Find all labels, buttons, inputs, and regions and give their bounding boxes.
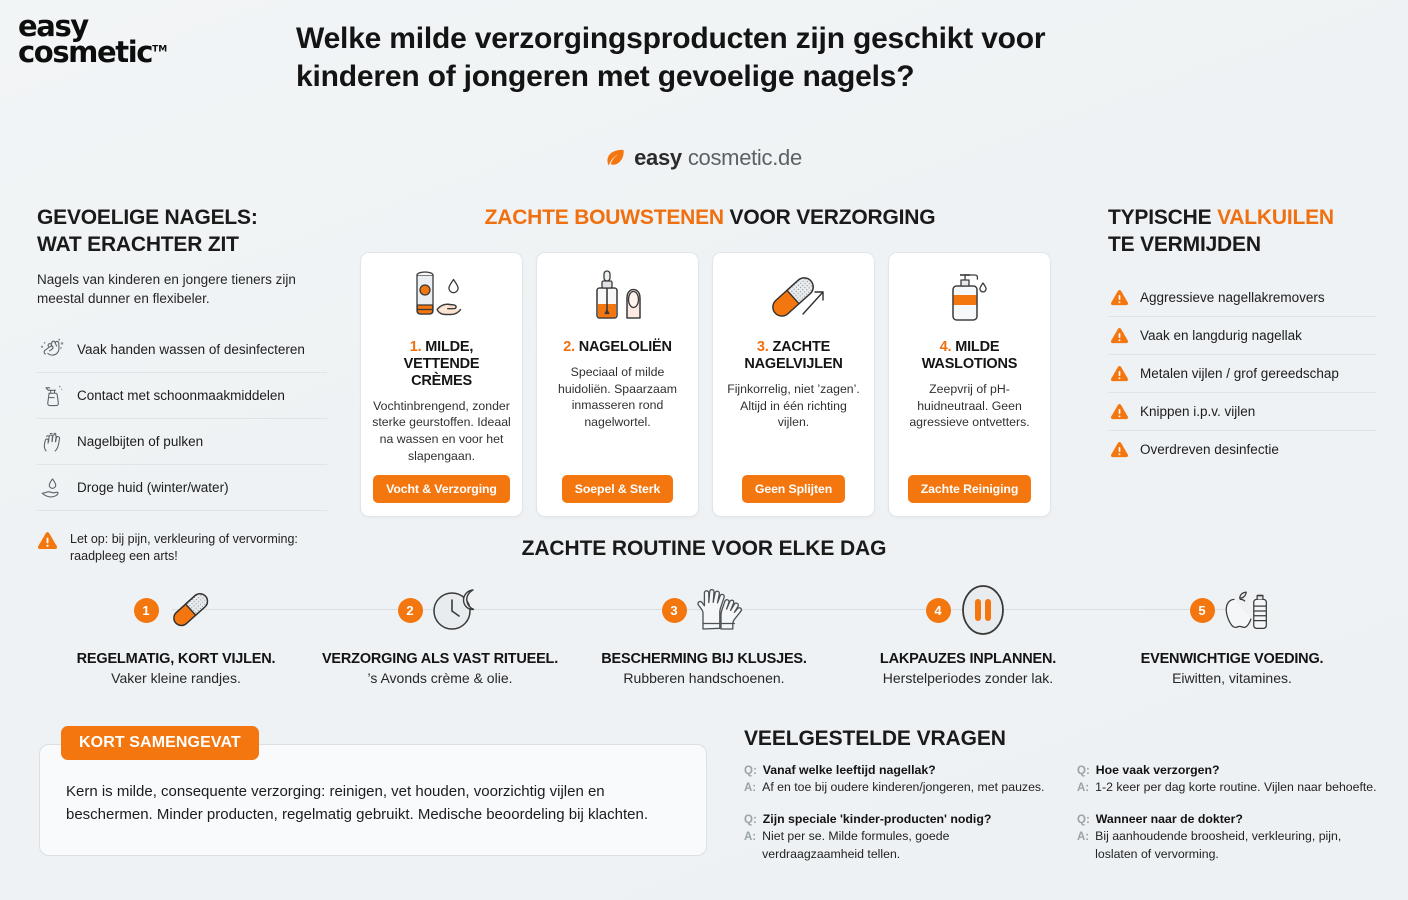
- nail-file-icon: [163, 582, 219, 638]
- faq-columns: [744, 762, 1384, 877]
- faq-heading: VEELGESTELDE VRAGEN: [744, 727, 1006, 750]
- summary-box: [39, 744, 707, 856]
- step-subtitle: Herstelperiodes zonder lak.: [882, 670, 1054, 686]
- left-lead-text: Nagels van kinderen en jongere tieners zijn meestal dunner en flexibeler.: [37, 271, 296, 307]
- card-number: 4.: [939, 339, 952, 355]
- routine-caption-3: [572, 651, 836, 686]
- left-factor-list: [37, 327, 327, 511]
- card-zachte-nagelvijlen[interactable]: [712, 252, 875, 517]
- summary-text: Kern is milde, consequente verzorging: reinigen, vet houden, voorzichtig vijlen en beschermen. Minder producten, regelmatig gebruikt. Medische beoordeling bij klachten.: [66, 783, 648, 824]
- step-subtitle: ’s Avonds crème & olie.: [367, 670, 513, 686]
- faq-q-key: Q:: [744, 765, 757, 777]
- routine-caption-2: [308, 651, 572, 686]
- warning-triangle-icon: [1110, 289, 1129, 306]
- water-drop-hand-icon: [39, 474, 66, 501]
- faq-a-key: A:: [1077, 782, 1090, 795]
- card-body: Vochtinbrengend, zonder sterke geurstoffen. Ideaal na wassen en voor het slapengaan.: [372, 398, 511, 463]
- apple-bottle-icon: [1219, 582, 1275, 638]
- card-title-text: NAGELOLIËN: [578, 339, 672, 355]
- faq-column-left: [744, 762, 1051, 877]
- card-body: Fijnkorrelig, niet ’zagen’. Altijd in één richting vijlen.: [727, 381, 860, 430]
- routine-timeline: [44, 575, 1364, 686]
- card-title: [900, 339, 1039, 373]
- nail-file-arrow-icon: [753, 265, 835, 329]
- list-item: [37, 327, 327, 373]
- faq-column-right: [1077, 762, 1384, 877]
- step-number: 4: [926, 598, 951, 623]
- card-chip[interactable]: Soepel & Sterk: [562, 475, 673, 503]
- warning-triangle-icon: [1110, 441, 1129, 458]
- list-item: [37, 419, 327, 465]
- step-title: LAKPAUZES INPLANNEN.: [879, 651, 1057, 667]
- step-number: 2: [398, 598, 423, 623]
- faq-question-line: [1077, 762, 1384, 779]
- spray-bottle-icon: [39, 382, 66, 409]
- routine-step-3: [572, 575, 836, 645]
- logo-line-2: cosmetic: [18, 34, 153, 69]
- routine-caption-5: [1100, 651, 1364, 686]
- gloves-icon: [691, 582, 747, 638]
- list-item: [1108, 317, 1376, 355]
- card-number: 1.: [409, 339, 422, 355]
- list-item-label: Droge huid (winter/water): [77, 479, 229, 495]
- faq-answer-line: [1077, 828, 1384, 863]
- faq-question: Vanaf welke leeftijd nagellak?: [762, 763, 936, 777]
- list-item: [1108, 355, 1376, 393]
- faq-q-key: Q:: [1077, 765, 1090, 777]
- card-title: [724, 339, 863, 373]
- faq-a-key: A:: [744, 831, 757, 844]
- faq-q-key: Q:: [1077, 813, 1090, 826]
- brand-light: cosmetic.de: [687, 145, 802, 170]
- brand-bold: easy: [634, 145, 682, 170]
- left-heading-line-1: GEVOELIGE NAGELS:: [37, 206, 258, 229]
- left-heading-line-2: WAT ERACHTER ZIT: [37, 233, 239, 257]
- left-note-text: Let op: bij pijn, verkleuring of vervorming: raadpleeg een arts!: [70, 531, 298, 564]
- card-chip[interactable]: Geen Splijten: [742, 475, 845, 503]
- card-number: 2.: [563, 339, 575, 355]
- washing-hands-icon: [39, 336, 66, 363]
- left-column: [37, 204, 327, 566]
- routine-step-2: [308, 575, 572, 645]
- step-subtitle: Rubberen handschoenen.: [623, 670, 785, 686]
- step-title: REGELMATIG, KORT VIJLEN.: [76, 651, 276, 667]
- list-item-label: Nagelbijten of pulken: [77, 433, 204, 449]
- right-heading-orange: VALKUILEN: [1217, 206, 1334, 229]
- cream-tube-hand-icon: [399, 265, 485, 329]
- faq-a-key: A:: [1077, 831, 1090, 844]
- center-heading-rest: VOOR VERZORGING: [729, 206, 936, 229]
- card-title-text: MILDE, VETTENDE CRÈMES: [403, 339, 480, 389]
- faq-question-line: [744, 762, 1051, 779]
- step-subtitle: Eiwitten, vitamines.: [1172, 670, 1292, 686]
- faq-question-line: [1077, 811, 1384, 828]
- right-heading-line-2: TE VERMIJDEN: [1108, 233, 1261, 257]
- routine-captions: [44, 651, 1364, 686]
- left-heading: [37, 204, 327, 259]
- clock-moon-icon: [427, 582, 483, 638]
- faq-answer: Niet per se. Milde formules, goede verdraagzaamheid tellen.: [762, 829, 950, 861]
- card-chip[interactable]: Vocht & Verzorging: [373, 475, 510, 503]
- right-heading-plain: TYPISCHE: [1108, 206, 1218, 229]
- building-blocks-cards: [360, 252, 1062, 517]
- warning-triangle-icon: [1110, 365, 1129, 382]
- right-column: [1108, 204, 1376, 468]
- list-item: [37, 373, 327, 419]
- dropper-bottle-nail-icon: [583, 265, 653, 329]
- card-body: Speciaal of milde huidoliën. Spaarzaam inmasseren rond nagelwortel.: [558, 364, 677, 429]
- step-subtitle: Vaker kleine randjes.: [111, 670, 241, 686]
- routine-caption-1: [44, 651, 308, 686]
- routine-step-4: [836, 575, 1100, 645]
- card-title-text: ZACHTE NAGELVIJLEN: [744, 339, 843, 372]
- faq-question: Hoe vaak verzorgen?: [1095, 763, 1220, 777]
- card-number: 3.: [756, 339, 769, 355]
- card-body: Zeepvrij of pH-huidneutraal. Geen agressieve ontvetters.: [909, 381, 1030, 430]
- routine-caption-4: [836, 651, 1100, 686]
- list-item-label: Overdreven desinfectie: [1140, 441, 1279, 457]
- easycosmetic-logo: [18, 9, 218, 69]
- list-item-label: Vaak en langdurig nagellak: [1140, 327, 1302, 343]
- routine-step-5: [1100, 575, 1364, 645]
- logo-trademark: TM: [152, 43, 168, 54]
- list-item: [1108, 279, 1376, 317]
- faq-question: Zijn speciale 'kinder-producten' nodig?: [762, 811, 992, 826]
- faq-question-line: [744, 811, 1051, 828]
- list-item: [1108, 393, 1376, 431]
- faq-answer-line: [1077, 779, 1384, 796]
- brand-bar: [0, 145, 1408, 171]
- step-number: 5: [1190, 598, 1215, 623]
- summary-tag: KORT SAMENGEVAT: [61, 726, 259, 760]
- faq-item: [744, 811, 1051, 863]
- faq-question: Wanneer naar de dokter?: [1095, 811, 1243, 826]
- step-title: VERZORGING ALS VAST RITUEEL.: [321, 651, 559, 667]
- faq-answer-line: [744, 779, 1051, 796]
- pitfall-list: [1108, 279, 1376, 468]
- list-item-label: Knippen i.p.v. vijlen: [1140, 403, 1256, 419]
- routine-steps: [44, 575, 1364, 645]
- center-heading: [360, 206, 1060, 230]
- list-item: [1108, 431, 1376, 468]
- card-title: [563, 339, 672, 356]
- step-number: 3: [662, 598, 687, 623]
- leaf-icon: [606, 148, 625, 168]
- list-item-label: Aggressieve nagellakremovers: [1140, 289, 1325, 305]
- card-milde-waslotions[interactable]: [888, 252, 1051, 517]
- card-milde-vettende-cremes[interactable]: [360, 252, 523, 517]
- faq-q-key: Q:: [744, 813, 757, 826]
- step-title: EVENWICHTIGE VOEDING.: [1140, 651, 1324, 667]
- card-title: [372, 339, 511, 390]
- right-heading: [1108, 204, 1376, 259]
- logo-line-1: easy: [18, 9, 88, 43]
- card-nagelolien[interactable]: [536, 252, 699, 517]
- routine-rail: [44, 575, 1364, 645]
- warning-triangle-icon: [1110, 327, 1129, 344]
- list-item-label: Vaak handen wassen of desinfecteren: [77, 341, 305, 357]
- step-number: 1: [134, 598, 159, 623]
- faq-item: [1077, 762, 1384, 797]
- list-item-label: Contact met schoonmaakmiddelen: [77, 387, 285, 403]
- center-heading-orange: ZACHTE BOUWSTENEN: [484, 206, 724, 229]
- faq-answer-line: [744, 828, 1051, 863]
- list-item-label: Metalen vijlen / grof gereedschap: [1140, 365, 1339, 381]
- step-title: BESCHERMING BIJ KLUSJES.: [601, 651, 807, 667]
- routine-heading: ZACHTE ROUTINE VOOR ELKE DAG: [521, 537, 887, 560]
- card-title-text: MILDE WASLOTIONS: [921, 339, 1018, 372]
- faq-item: [1077, 811, 1384, 863]
- nail-biting-hand-icon: [39, 428, 66, 455]
- routine-step-1: [44, 575, 308, 645]
- faq-item: [744, 762, 1051, 797]
- pump-bottle-icon: [939, 265, 1001, 329]
- faq-answer: Bij aanhoudende broosheid, verkleuring, pijn, loslaten of vervorming.: [1095, 829, 1342, 861]
- page-title: Welke milde verzorgingsproducten zijn geschikt voor kinderen of jongeren met gevoelige nagels?: [296, 22, 1046, 94]
- card-chip[interactable]: Zachte Reiniging: [908, 475, 1031, 503]
- warning-triangle-icon: [1110, 403, 1129, 420]
- faq-answer: Af en toe bij oudere kinderen/jongeren, met pauzes.: [762, 780, 1045, 795]
- pause-icon: [955, 582, 1011, 638]
- summary-section: [39, 734, 707, 856]
- faq-a-key: A:: [744, 782, 757, 795]
- list-item: [37, 465, 327, 511]
- faq-answer: 1-2 keer per dag korte routine. Vijlen naar behoefte.: [1095, 780, 1377, 795]
